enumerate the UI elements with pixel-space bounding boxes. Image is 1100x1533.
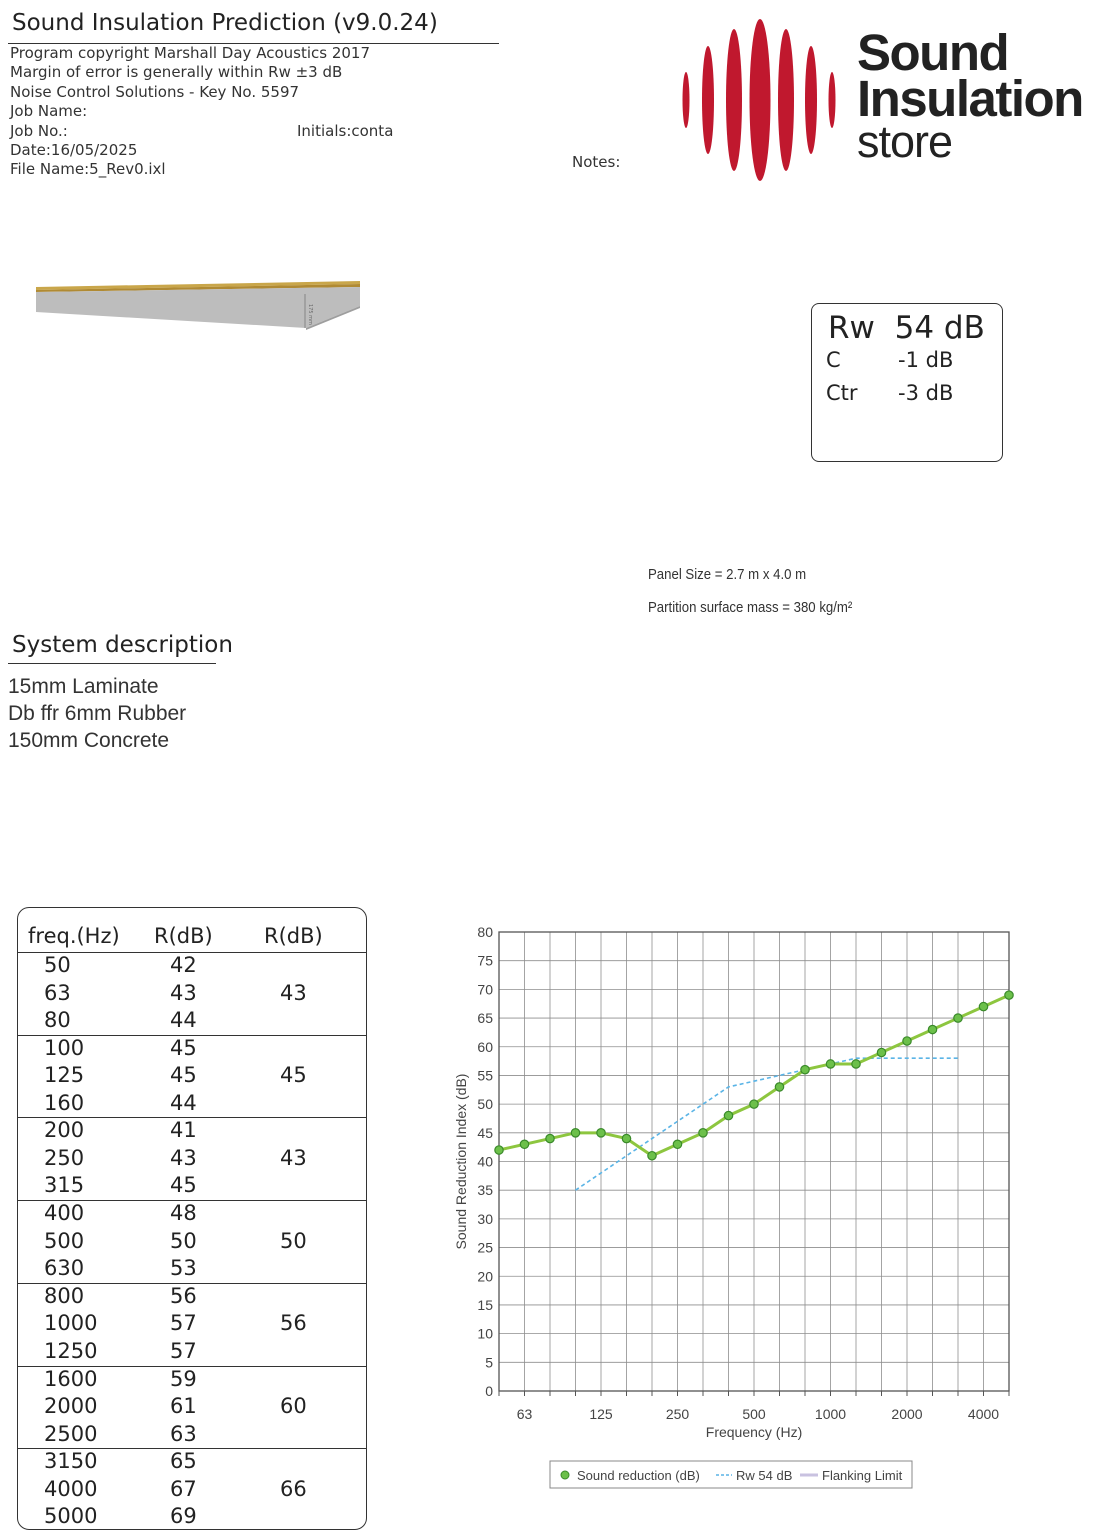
band-value-cell: 43 bbox=[280, 980, 307, 1005]
y-tick-label: 10 bbox=[477, 1325, 493, 1342]
freq-cell: 80 bbox=[44, 1008, 71, 1032]
band-value-cell: 43 bbox=[280, 1145, 307, 1170]
y-tick-label: 80 bbox=[477, 924, 493, 940]
licensee-text: Noise Control Solutions - Key No. 5597 bbox=[10, 82, 300, 101]
layer-item: Db ffr 6mm Rubber bbox=[8, 702, 187, 725]
r-value-cell: 57 bbox=[170, 1311, 197, 1336]
freq-cell: 2000 bbox=[44, 1394, 98, 1418]
date-text: Date:16/05/2025 bbox=[10, 141, 138, 160]
freq-cell: 4000 bbox=[44, 1476, 98, 1501]
y-tick-label: 0 bbox=[485, 1383, 493, 1399]
y-tick-label: 70 bbox=[477, 981, 493, 998]
sound-reduction-point bbox=[826, 1060, 834, 1068]
freq-cell: 3150 bbox=[44, 1449, 98, 1474]
freq-cell: 160 bbox=[44, 1090, 85, 1115]
r-value-cell: 45 bbox=[170, 1035, 197, 1060]
r-value-cell: 45 bbox=[170, 1063, 197, 1088]
band-value-cell: 60 bbox=[280, 1394, 307, 1418]
sound-reduction-point bbox=[750, 1100, 758, 1108]
system-description-divider bbox=[8, 663, 216, 664]
r-value-cell: 50 bbox=[170, 1228, 197, 1253]
y-tick-label: 15 bbox=[477, 1296, 493, 1313]
r-value-cell: 67 bbox=[170, 1476, 197, 1501]
system-description-title: System description bbox=[12, 632, 233, 658]
rw-value: 54 dB bbox=[894, 310, 985, 346]
chart-grid bbox=[499, 932, 1009, 1391]
x-tick-label: 125 bbox=[589, 1406, 613, 1422]
layer-list bbox=[8, 673, 186, 754]
rw-label: Rw bbox=[828, 310, 875, 346]
freq-cell: 800 bbox=[44, 1283, 85, 1308]
legend-label-flanking: Flanking Limit bbox=[822, 1468, 903, 1483]
r-value-cell: 61 bbox=[170, 1394, 197, 1418]
sound-reduction-point bbox=[801, 1066, 809, 1074]
freq-cell: 2500 bbox=[44, 1421, 98, 1446]
freq-cell: 5000 bbox=[44, 1504, 98, 1529]
logo-word-store: store bbox=[857, 116, 953, 167]
y-tick-label: 75 bbox=[477, 952, 493, 969]
sound-reduction-point bbox=[597, 1129, 605, 1137]
ctr-value: -3 dB bbox=[898, 381, 954, 405]
surface-mass-text: Partition surface mass = 380 kg/m² bbox=[648, 599, 853, 616]
table-band-group bbox=[18, 1283, 366, 1366]
c-rating bbox=[826, 348, 953, 372]
x-tick-label: 500 bbox=[742, 1406, 766, 1422]
freq-cell: 1000 bbox=[44, 1311, 98, 1336]
panel-size-text: Panel Size = 2.7 m x 4.0 m bbox=[648, 566, 807, 583]
sound-reduction-point bbox=[724, 1111, 732, 1119]
y-tick-label: 45 bbox=[477, 1124, 493, 1141]
y-tick-label: 20 bbox=[477, 1268, 493, 1285]
sound-reduction-point bbox=[648, 1152, 656, 1160]
legend-label-sound-reduction: Sound reduction (dB) bbox=[577, 1468, 700, 1483]
col-header-r: R(dB) bbox=[154, 924, 213, 948]
freq-cell: 125 bbox=[44, 1063, 85, 1088]
panel-3d-image bbox=[30, 278, 370, 338]
y-tick-label: 65 bbox=[477, 1010, 493, 1027]
r-value-cell: 57 bbox=[170, 1338, 197, 1363]
band-value-cell: 45 bbox=[280, 1063, 307, 1088]
table-band-group bbox=[18, 1035, 366, 1118]
freq-cell: 1600 bbox=[44, 1366, 98, 1391]
file-name-text: File Name:5_Rev0.ixl bbox=[10, 160, 166, 179]
sound-reduction-point bbox=[699, 1129, 707, 1137]
y-axis-label: Sound Reduction Index (dB) bbox=[453, 1073, 469, 1250]
sound-reduction-point bbox=[979, 1002, 987, 1010]
r-value-cell: 43 bbox=[170, 980, 197, 1005]
x-tick-label: 1000 bbox=[814, 1406, 847, 1422]
x-tick-label: 4000 bbox=[967, 1406, 1000, 1422]
x-tick-label: 250 bbox=[665, 1406, 690, 1422]
y-axis-ticks bbox=[477, 924, 493, 1399]
sound-reduction-point bbox=[571, 1129, 579, 1137]
rw-rating bbox=[828, 310, 985, 346]
sound-reduction-point bbox=[622, 1134, 630, 1142]
sound-reduction-point bbox=[928, 1025, 936, 1033]
logo-word-sound: Sound bbox=[857, 24, 1009, 81]
x-tick-label: 2000 bbox=[891, 1406, 923, 1422]
freq-cell: 1250 bbox=[44, 1338, 98, 1363]
y-tick-label: 25 bbox=[477, 1239, 493, 1256]
y-tick-label: 5 bbox=[485, 1354, 493, 1371]
sound-reduction-chart bbox=[440, 915, 1020, 1505]
sound-reduction-point bbox=[775, 1083, 783, 1091]
c-value: -1 dB bbox=[898, 348, 954, 372]
rw-curve-line bbox=[576, 1058, 959, 1190]
sound-reduction-point bbox=[903, 1037, 911, 1045]
r-value-cell: 56 bbox=[170, 1283, 197, 1308]
y-tick-label: 35 bbox=[477, 1182, 493, 1199]
legend-marker-sound-reduction bbox=[561, 1471, 569, 1479]
panel-thickness-label: 175 mm bbox=[307, 304, 313, 325]
initials-text: Initials:conta bbox=[297, 122, 394, 140]
sound-reduction-point bbox=[1005, 991, 1013, 999]
freq-cell: 50 bbox=[44, 953, 71, 977]
job-no-text: Job No.: bbox=[10, 121, 68, 140]
freq-cell: 63 bbox=[44, 980, 71, 1005]
table-band-group bbox=[18, 1366, 366, 1449]
band-value-cell: 50 bbox=[280, 1228, 307, 1253]
r-value-cell: 43 bbox=[170, 1145, 197, 1170]
r-value-cell: 65 bbox=[170, 1449, 197, 1474]
r-value-cell: 42 bbox=[170, 953, 197, 977]
y-tick-label: 60 bbox=[477, 1038, 493, 1055]
ctr-label: Ctr bbox=[826, 381, 858, 405]
freq-cell: 200 bbox=[44, 1118, 85, 1143]
margin-text: Margin of error is generally within Rw ±3 dB bbox=[10, 63, 343, 82]
report-info bbox=[10, 44, 370, 180]
freq-cell: 400 bbox=[44, 1201, 85, 1226]
rating-box bbox=[811, 303, 1003, 462]
layer-item: 15mm Laminate bbox=[8, 675, 159, 698]
c-label: C bbox=[826, 348, 841, 372]
band-value-cell: 66 bbox=[280, 1476, 307, 1501]
r-value-cell: 69 bbox=[170, 1504, 197, 1529]
r-value-cell: 59 bbox=[170, 1366, 197, 1391]
r-value-cell: 53 bbox=[170, 1256, 197, 1281]
y-tick-label: 30 bbox=[477, 1210, 493, 1227]
sound-reduction-point bbox=[877, 1048, 885, 1056]
sound-reduction-point bbox=[673, 1140, 681, 1148]
table-band-group bbox=[18, 1448, 366, 1530]
x-axis-ticks bbox=[499, 1391, 1009, 1422]
sound-reduction-point bbox=[546, 1134, 554, 1142]
brand-logo bbox=[857, 24, 1083, 167]
r-value-cell: 45 bbox=[170, 1173, 197, 1198]
notes-label: Notes: bbox=[572, 153, 621, 171]
table-band-group bbox=[18, 1117, 366, 1200]
table-band-group bbox=[18, 952, 366, 1035]
freq-cell: 250 bbox=[44, 1145, 85, 1170]
legend-label-rw: Rw 54 dB bbox=[736, 1468, 793, 1483]
freq-cell: 100 bbox=[44, 1035, 85, 1060]
col-header-freq: freq.(Hz) bbox=[28, 924, 120, 948]
sound-reduction-point bbox=[520, 1140, 528, 1148]
freq-cell: 500 bbox=[44, 1228, 85, 1253]
r-value-cell: 44 bbox=[170, 1090, 197, 1115]
r-value-cell: 63 bbox=[170, 1421, 197, 1446]
ctr-rating bbox=[826, 381, 953, 405]
r-value-cell: 41 bbox=[170, 1118, 197, 1143]
y-tick-label: 55 bbox=[477, 1067, 493, 1084]
y-tick-label: 50 bbox=[477, 1096, 493, 1113]
y-tick-label: 40 bbox=[477, 1153, 493, 1170]
col-header-r-band: R(dB) bbox=[264, 924, 323, 948]
freq-cell: 630 bbox=[44, 1256, 85, 1281]
table-band-group bbox=[18, 1200, 366, 1283]
band-value-cell: 56 bbox=[280, 1311, 307, 1336]
copyright-text: Program copyright Marshall Day Acoustics 2017 bbox=[10, 44, 370, 62]
x-axis-label: Frequency (Hz) bbox=[705, 1424, 803, 1440]
layer-item: 150mm Concrete bbox=[8, 729, 170, 752]
chart-legend bbox=[550, 1461, 912, 1488]
job-name-text: Job Name: bbox=[10, 102, 88, 121]
page-title: Sound Insulation Prediction (v9.0.24) bbox=[12, 10, 438, 36]
logo-word-insulation: Insulation bbox=[857, 70, 1083, 127]
r-value-cell: 48 bbox=[170, 1201, 197, 1226]
x-tick-label: 63 bbox=[516, 1406, 533, 1422]
sound-reduction-point bbox=[852, 1060, 860, 1068]
soundwave-logo-icon bbox=[680, 15, 845, 185]
results-table bbox=[17, 907, 367, 1530]
r-value-cell: 44 bbox=[170, 1008, 197, 1032]
sound-reduction-point bbox=[495, 1146, 503, 1154]
sound-reduction-point bbox=[954, 1014, 962, 1022]
freq-cell: 315 bbox=[44, 1173, 85, 1198]
